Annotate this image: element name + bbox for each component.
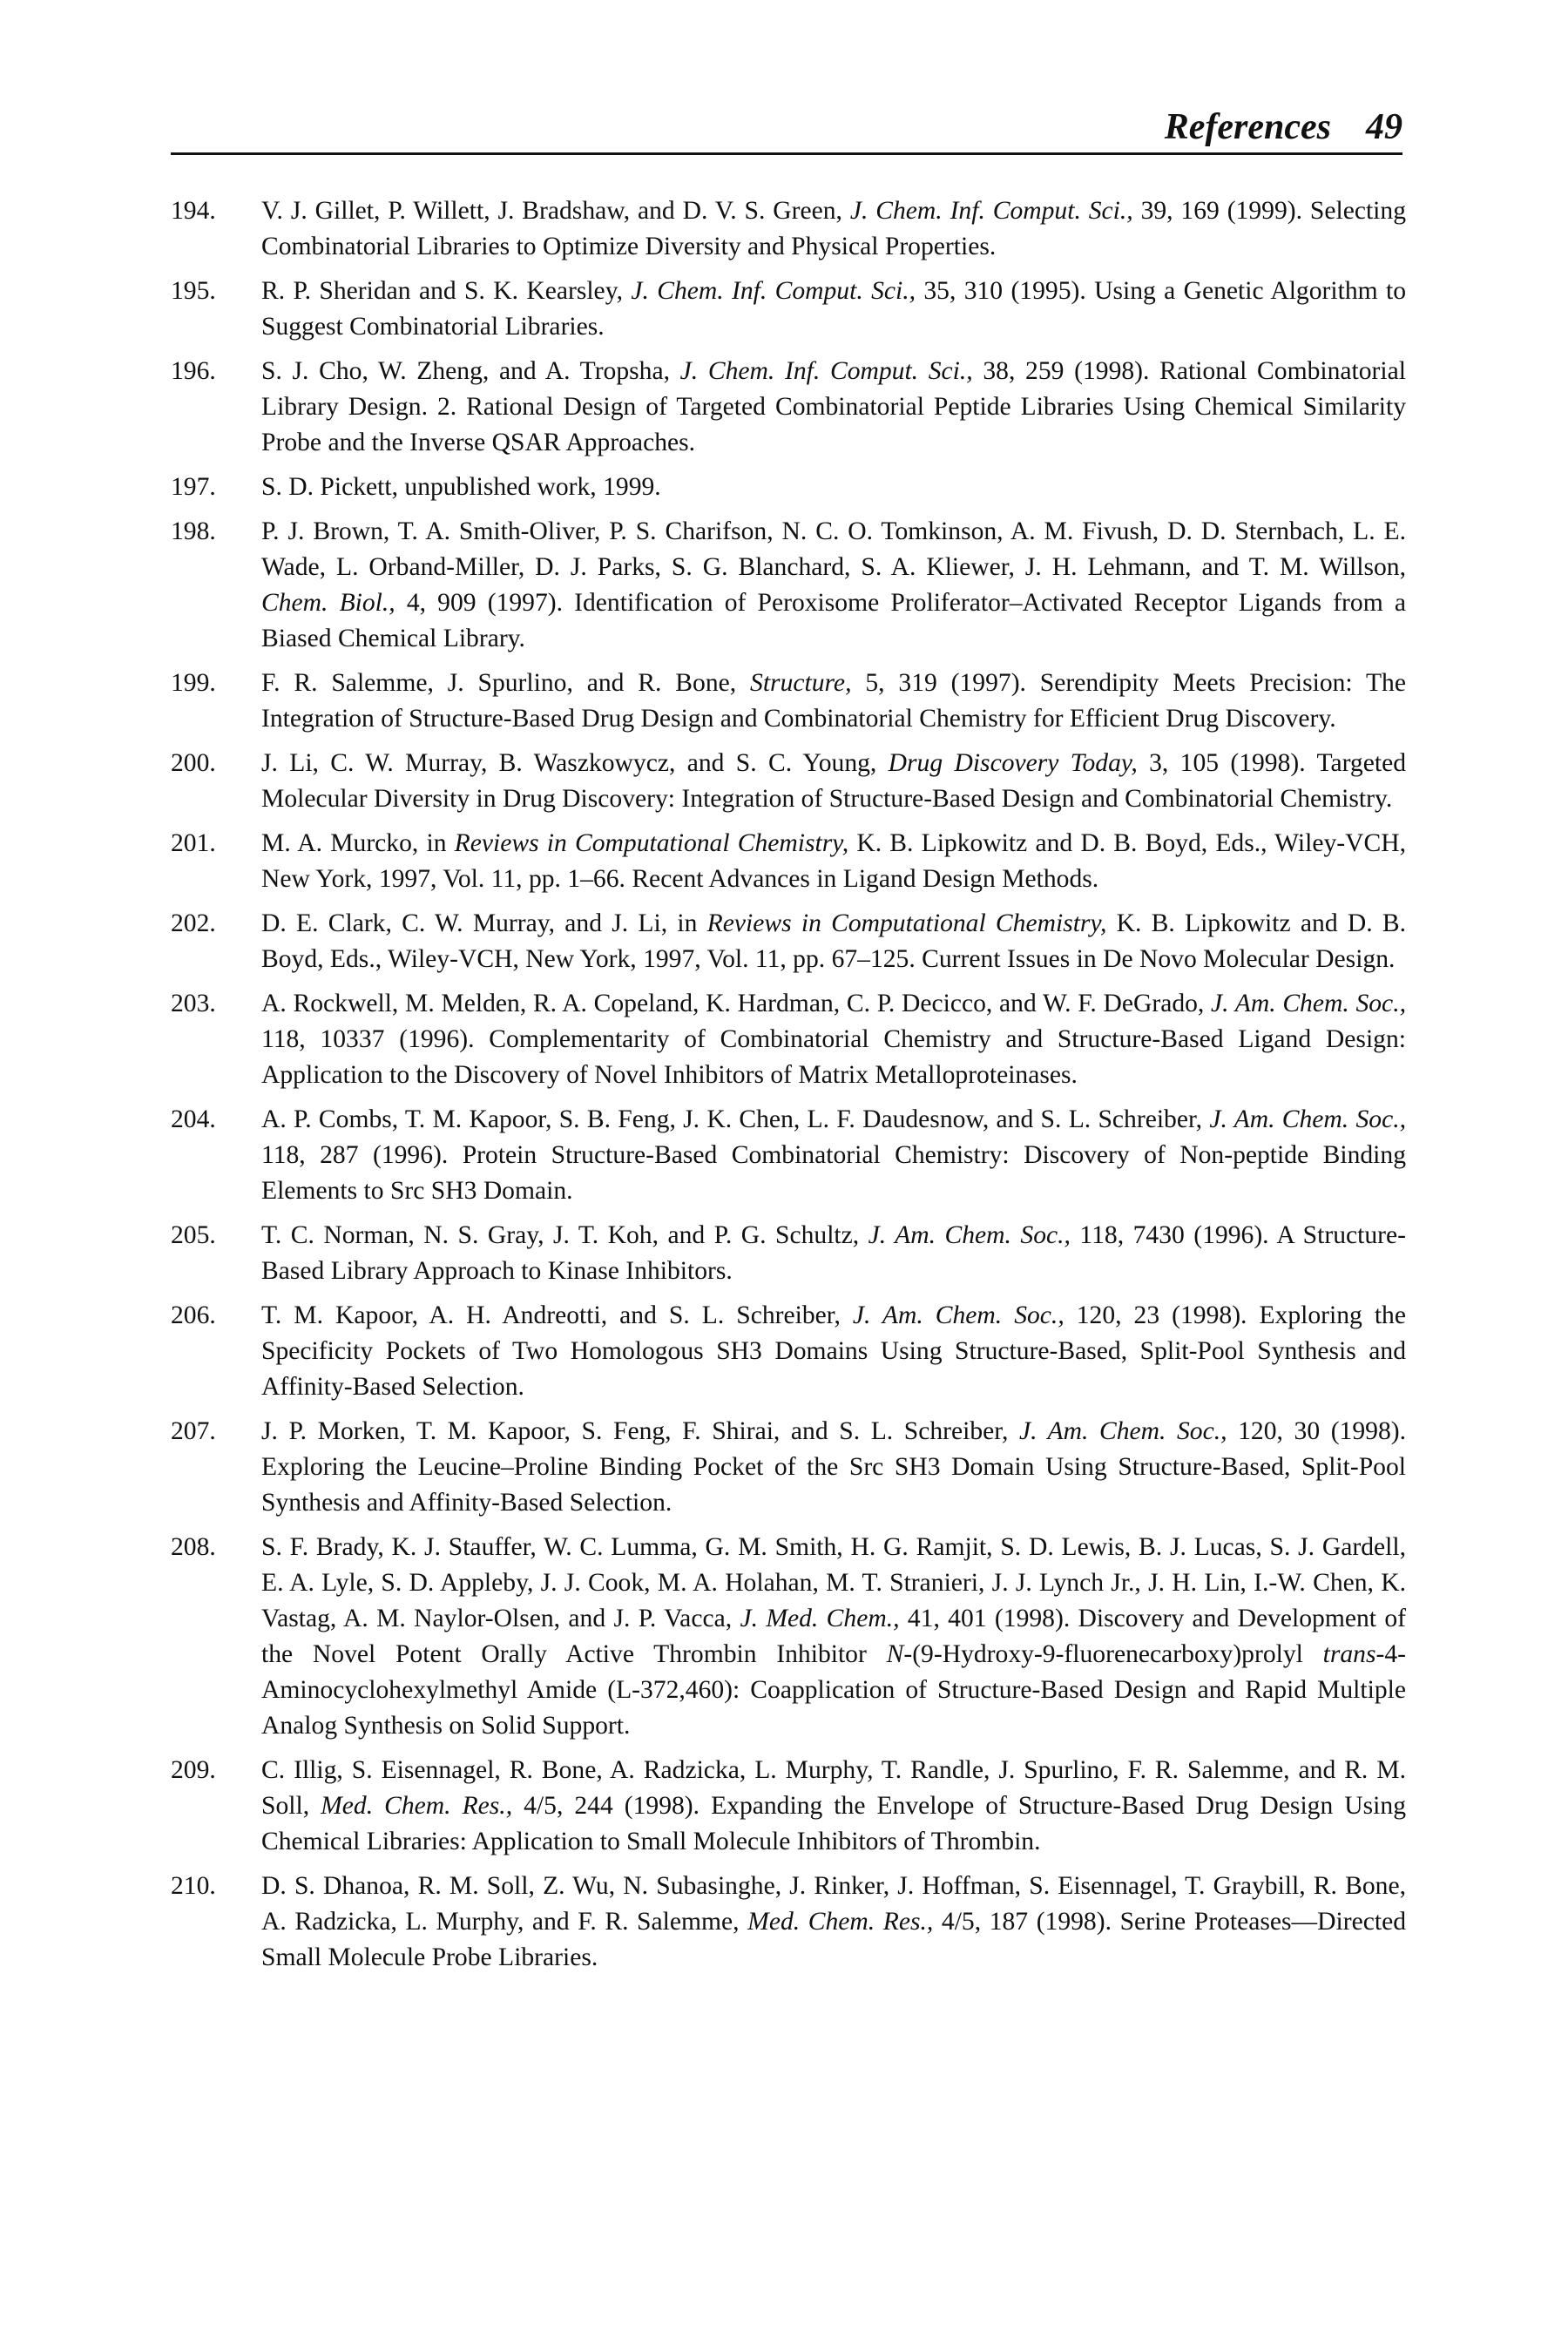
citation-italic: Reviews in Computational Chemistry,	[454, 829, 849, 857]
reference-list	[171, 193, 1406, 1984]
reference-number: 207.	[171, 1417, 216, 1445]
reference-number: 204.	[171, 1105, 216, 1133]
citation-text: S. D. Pickett, unpublished work, 1999.	[261, 473, 661, 501]
section-title: References	[1164, 107, 1331, 147]
citation-text: M. A. Murcko, in	[261, 829, 455, 857]
citation-italic: Structure,	[750, 669, 852, 697]
citation-italic: trans	[1322, 1640, 1376, 1668]
reference-item	[171, 1869, 1406, 1976]
reference-number: 205.	[171, 1221, 216, 1249]
citation-italic: Reviews in Computational Chemistry,	[706, 909, 1107, 937]
reference-item	[171, 826, 1406, 897]
reference-text	[261, 1218, 1406, 1289]
reference-text	[261, 906, 1406, 977]
citation-text: A. P. Combs, T. M. Kapoor, S. B. Feng, J. K. Chen, L. F. Daudesnow, and S. L. Schreiber,	[261, 1105, 1210, 1133]
reference-number: 199.	[171, 669, 216, 697]
reference-number: 210.	[171, 1872, 216, 1900]
reference-number: 209.	[171, 1756, 216, 1784]
reference-text	[261, 1102, 1406, 1209]
reference-item	[171, 1414, 1406, 1521]
citation-text: S. F. Brady, K. J. Stauffer, W. C. Lumma, G. M. Smith, H. G. Ramjit, S. D. Lewis, B. J. Lucas, S. J. Gardell, E. A. Lyle, S. D. Appleby, J. J. Cook, M. A. Holahan, M. T. Stranieri, J. J. Lynch Jr., J. H. Lin, I.-W. Chen, K. Vastag, A. M. Naylor-Olsen, and J. P. Vacca,	[261, 1533, 1406, 1632]
reference-text	[261, 1530, 1406, 1744]
citation-text: J. P. Morken, T. M. Kapoor, S. Feng, F. Shirai, and S. L. Schreiber,	[261, 1417, 1019, 1445]
citation-text: 3, 105 (1998). Targeted Molecular Diversity in Drug Discovery: Integration of Structure-Based Design and Combinatorial Chemistry.	[261, 749, 1406, 813]
reference-item	[171, 666, 1406, 737]
citation-text: S. J. Cho, W. Zheng, and A. Tropsha,	[261, 357, 680, 385]
reference-item	[171, 906, 1406, 977]
citation-text: R. P. Sheridan and S. K. Kearsley,	[261, 277, 632, 305]
reference-item	[171, 193, 1406, 265]
citation-text: 4/5, 244 (1998). Expanding the Envelope of Structure-Based Drug Design Using Chemical Libraries: Application to Small Molecule Inhibitors of Thrombin.	[261, 1792, 1406, 1855]
citation-text: 5, 319 (1997). Serendipity Meets Precision: The Integration of Structure-Based Drug Design and Combinatorial Chemistry for Efficient Drug Discovery.	[261, 669, 1406, 733]
reference-number: 198.	[171, 517, 216, 545]
reference-item	[171, 1753, 1406, 1860]
citation-italic: N	[886, 1640, 904, 1668]
reference-item	[171, 354, 1406, 461]
citation-italic: Chem. Biol.,	[261, 589, 395, 617]
reference-number: 208.	[171, 1533, 216, 1561]
reference-number: 195.	[171, 277, 216, 305]
reference-number: 196.	[171, 357, 216, 385]
reference-text	[261, 470, 1406, 505]
citation-text: D. S. Dhanoa, R. M. Soll, Z. Wu, N. Subasinghe, J. Rinker, J. Hoffman, S. Eisennagel, T. Graybill, R. Bone, A. Radzicka, L. Murphy, and F. R. Salemme,	[261, 1872, 1406, 1936]
reference-number: 200.	[171, 749, 216, 777]
citation-text: 39, 169 (1999). Selecting Combinatorial Libraries to Optimize Diversity and Physical Properties.	[261, 197, 1406, 260]
reference-number: 206.	[171, 1301, 216, 1329]
citation-italic: J. Am. Chem. Soc.,	[1209, 1105, 1407, 1133]
reference-item	[171, 514, 1406, 657]
citation-text: -(9-Hydroxy-9-fluorenecarboxy)prolyl	[903, 1640, 1323, 1668]
citation-text: 120, 23 (1998). Exploring the Specificity Pockets of Two Homologous SH3 Domains Using Structure-Based, Split-Pool Synthesis and Affinity-Based Selection.	[261, 1301, 1406, 1401]
reference-text	[261, 986, 1406, 1093]
reference-number: 203.	[171, 990, 216, 1017]
citation-italic: J. Am. Chem. Soc.,	[868, 1221, 1071, 1249]
reference-number: 201.	[171, 829, 216, 857]
citation-text: P. J. Brown, T. A. Smith-Oliver, P. S. Charifson, N. C. O. Tomkinson, A. M. Fivush, D. D. Sternbach, L. E. Wade, L. Orband-Miller, D. J. Parks, S. G. Blanchard, S. A. Kliewer, J. H. Lehmann, and T. M. Willson,	[261, 517, 1406, 581]
running-header	[171, 98, 1402, 155]
citation-italic: J. Chem. Inf. Comput. Sci.,	[849, 197, 1133, 225]
citation-text: -4-Aminocyclohexylmethyl Amide (L-372,460): Coapplication of Structure-Based Design and Rapid Multiple Analog Synthesis on Solid Support.	[261, 1640, 1406, 1740]
citation-text: 4, 909 (1997). Identification of Peroxisome Proliferator–Activated Receptor Ligands from a Biased Chemical Library.	[261, 589, 1406, 652]
reference-text	[261, 1414, 1406, 1521]
reference-number: 197.	[171, 473, 216, 501]
citation-text: T. C. Norman, N. S. Gray, J. T. Koh, and P. G. Schultz,	[261, 1221, 868, 1249]
citation-text: J. Li, C. W. Murray, B. Waszkowycz, and S. C. Young,	[261, 749, 889, 777]
citation-italic: J. Chem. Inf. Comput. Sci.,	[631, 277, 916, 305]
reference-text	[261, 274, 1406, 345]
citation-text: F. R. Salemme, J. Spurlino, and R. Bone,	[261, 669, 751, 697]
reference-text	[261, 354, 1406, 461]
citation-text: 38, 259 (1998). Rational Combinatorial Library Design. 2. Rational Design of Targeted Combinatorial Peptide Libraries Using Chemical Similarity Probe and the Inverse QSAR Approaches.	[261, 357, 1406, 456]
citation-text: 118, 7430 (1996). A Structure-Based Library Approach to Kinase Inhibitors.	[261, 1221, 1406, 1285]
reference-item	[171, 274, 1406, 345]
reference-item	[171, 1530, 1406, 1744]
citation-text: C. Illig, S. Eisennagel, R. Bone, A. Radzicka, L. Murphy, T. Randle, J. Spurlino, F. R. Salemme, and R. M. Soll,	[261, 1756, 1406, 1820]
citation-text: A. Rockwell, M. Melden, R. A. Copeland, K. Hardman, C. P. Decicco, and W. F. DeGrado,	[261, 990, 1212, 1017]
reference-text	[261, 1753, 1406, 1860]
citation-italic: J. Am. Chem. Soc.,	[1211, 990, 1406, 1017]
citation-text: 120, 30 (1998). Exploring the Leucine–Proline Binding Pocket of the Src SH3 Domain Using Structure-Based, Split-Pool Synthesis and Affinity-Based Selection.	[261, 1417, 1406, 1517]
citation-text: 118, 287 (1996). Protein Structure-Based Combinatorial Chemistry: Discovery of Non-peptide Binding Elements to Src SH3 Domain.	[261, 1141, 1406, 1205]
citation-text: 4/5, 187 (1998). Serine Proteases—Directed Small Molecule Probe Libraries.	[261, 1908, 1407, 1971]
reference-text	[261, 193, 1406, 265]
citation-italic: Med. Chem. Res.,	[321, 1792, 513, 1820]
citation-text: K. B. Lipkowitz and D. B. Boyd, Eds., Wiley-VCH, New York, 1997, Vol. 11, pp. 1–66. Recent Advances in Ligand Design Methods.	[261, 829, 1407, 893]
reference-number: 194.	[171, 197, 216, 225]
reference-item	[171, 986, 1406, 1093]
reference-number: 202.	[171, 909, 216, 937]
citation-text: V. J. Gillet, P. Willett, J. Bradshaw, and D. V. S. Green,	[261, 197, 850, 225]
reference-item	[171, 1102, 1406, 1209]
reference-item	[171, 470, 1406, 505]
citation-text: T. M. Kapoor, A. H. Andreotti, and S. L. Schreiber,	[261, 1301, 853, 1329]
reference-text	[261, 1298, 1406, 1405]
citation-italic: J. Am. Chem. Soc.,	[1018, 1417, 1227, 1445]
reference-text	[261, 746, 1406, 817]
citation-text: 118, 10337 (1996). Complementarity of Combinatorial Chemistry and Structure-Based Ligand Design: Application to the Discovery of Novel Inhibitors of Matrix Metalloproteinases.	[261, 1025, 1406, 1089]
reference-text	[261, 514, 1406, 657]
reference-text	[261, 666, 1406, 737]
citation-text: 35, 310 (1995). Using a Genetic Algorithm to Suggest Combinatorial Libraries.	[261, 277, 1407, 341]
reference-item	[171, 746, 1406, 817]
citation-text: K. B. Lipkowitz and D. B. Boyd, Eds., Wiley-VCH, New York, 1997, Vol. 11, pp. 67–125. Current Issues in De Novo Molecular Design.	[261, 909, 1407, 973]
reference-item	[171, 1298, 1406, 1405]
citation-text: D. E. Clark, C. W. Murray, and J. Li, in	[261, 909, 707, 937]
reference-text	[261, 826, 1406, 897]
citation-italic: Drug Discovery Today,	[888, 749, 1138, 777]
citation-text: 41, 401 (1998). Discovery and Development of the Novel Potent Orally Active Thrombin Inhibitor	[261, 1605, 1407, 1668]
citation-italic: Med. Chem. Res.,	[747, 1908, 934, 1936]
reference-text	[261, 1869, 1406, 1976]
citation-italic: J. Med. Chem.,	[740, 1605, 900, 1632]
citation-italic: J. Am. Chem. Soc.,	[852, 1301, 1064, 1329]
page-number: 49	[1366, 107, 1402, 147]
reference-item	[171, 1218, 1406, 1289]
citation-italic: J. Chem. Inf. Comput. Sci.,	[679, 357, 973, 385]
